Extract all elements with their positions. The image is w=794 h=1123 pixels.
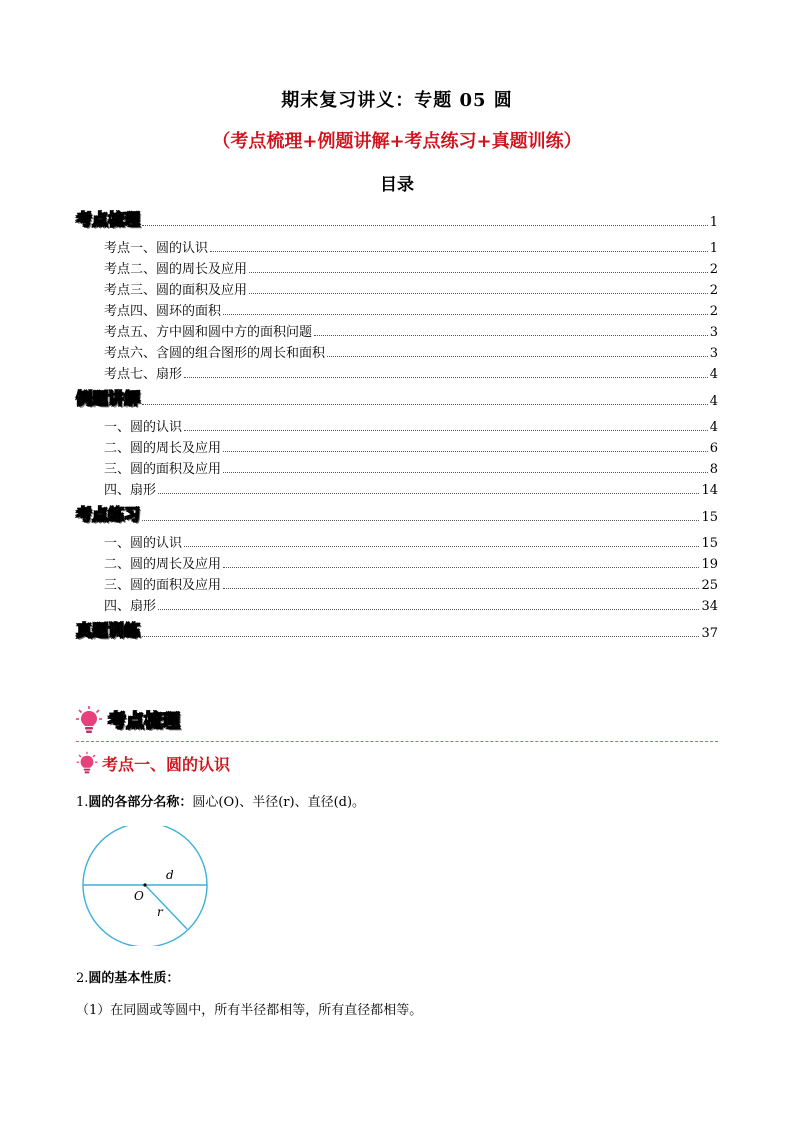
toc-page-number: 37: [701, 626, 718, 641]
toc-leader-dots: [223, 587, 699, 589]
toc-leader-dots: [314, 334, 708, 336]
toc-section-entry[interactable]: [76, 503, 718, 525]
toc-entry-label: 例题讲解: [76, 389, 141, 408]
toc-entry-label: 一、圆的认识: [104, 420, 183, 435]
toc-leader-dots: [223, 471, 708, 473]
center-label: O: [134, 889, 144, 903]
paragraph-property-1: （1）在同圆或等圆中，所有半径都相等，所有直径都相等。: [76, 1003, 423, 1018]
toc-page-number: 4: [709, 367, 718, 382]
toc-entry-label: 一、圆的认识: [104, 536, 183, 551]
toc-entry-label: 考点四、圆环的面积: [104, 304, 222, 319]
toc-heading: 目录: [380, 175, 414, 195]
circle-diagram: [80, 826, 220, 946]
toc-page-number: 2: [709, 304, 718, 319]
toc-leader-dots: [184, 545, 699, 547]
toc-entry[interactable]: [104, 455, 718, 477]
toc-entry[interactable]: [104, 360, 718, 382]
paragraph-circle-parts: [76, 791, 365, 810]
keypoint-heading: [76, 750, 230, 776]
toc-leader-dots: [158, 492, 699, 494]
toc-page-number: 19: [701, 557, 718, 572]
toc-leader-dots: [184, 429, 708, 431]
toc-entry-label: 考点梳理: [76, 210, 141, 229]
toc-entry[interactable]: [104, 571, 718, 593]
document-title: 期末复习讲义：专题 05 圆: [281, 90, 513, 111]
lightbulb-icon: [76, 705, 102, 735]
toc-entry[interactable]: [104, 276, 718, 298]
toc-entry-label: 二、圆的周长及应用: [104, 441, 222, 456]
toc-page-number: 3: [709, 346, 718, 361]
toc-section-entry[interactable]: [76, 387, 718, 409]
paragraph-text: 圆心(O)、半径(r)、直径(d)。: [192, 795, 366, 810]
toc-section-entry[interactable]: [76, 619, 718, 641]
toc-page-number: 15: [701, 510, 718, 525]
toc-entry-label: 二、圆的周长及应用: [104, 557, 222, 572]
keypoint-heading-label: 考点一、圆的认识: [102, 754, 231, 774]
toc-page-number: 2: [709, 283, 718, 298]
paragraph-number: 1.: [76, 795, 89, 810]
toc-leader-dots: [223, 313, 708, 315]
toc-entry-label: 三、圆的面积及应用: [104, 578, 222, 593]
toc-entry-label: 考点一、圆的认识: [104, 241, 209, 256]
toc-entry-label: 三、圆的面积及应用: [104, 462, 222, 477]
toc-entry[interactable]: [104, 529, 718, 551]
toc-page-number: 1: [709, 215, 718, 230]
paragraph-bold-label: 圆的基本性质：: [88, 971, 180, 986]
center-point: [143, 883, 146, 886]
toc-entry-label: 四、扇形: [104, 599, 157, 614]
paragraph-circle-properties: [76, 967, 179, 986]
toc-leader-dots: [249, 271, 708, 273]
radius-line: [145, 885, 187, 929]
toc-entry-label: 考点练习: [76, 505, 141, 524]
toc-leader-dots: [327, 355, 708, 357]
toc-page-number: 3: [709, 325, 718, 340]
toc-leader-dots: [249, 292, 708, 294]
toc-entry-label: 四、扇形: [104, 483, 157, 498]
toc-page-number: 34: [701, 599, 718, 614]
toc-page-number: 14: [701, 483, 718, 498]
toc-entry[interactable]: [104, 476, 718, 498]
toc-page-number: 4: [709, 420, 718, 435]
toc-entry-label: 考点五、方中圆和圆中方的面积问题: [104, 325, 313, 340]
toc-leader-dots: [223, 450, 708, 452]
toc-page-number: 15: [701, 536, 718, 551]
toc-entry[interactable]: [104, 234, 718, 256]
toc-page-number: 6: [709, 441, 718, 456]
toc-entry[interactable]: [104, 339, 718, 361]
toc-entry[interactable]: [104, 255, 718, 277]
toc-leader-dots: [158, 608, 699, 610]
toc-page-number: 2: [709, 262, 718, 277]
toc-entry-label: 真题训练: [76, 621, 141, 640]
section-heading-label: 考点梳理: [108, 711, 180, 732]
toc-entry-label: 考点二、圆的周长及应用: [104, 262, 248, 277]
section-heading: [76, 704, 180, 736]
toc-entry[interactable]: [104, 550, 718, 572]
toc-entry-label: 考点三、圆的面积及应用: [104, 283, 248, 298]
toc-entry[interactable]: [104, 413, 718, 435]
toc-leader-dots: [210, 250, 708, 252]
toc-leader-dots: [184, 376, 708, 378]
radius-label: r: [157, 905, 163, 919]
toc-page-number: 1: [709, 241, 718, 256]
toc-leader-dots: [223, 566, 699, 568]
toc-entry-label: 考点六、含圆的组合图形的周长和面积: [104, 346, 326, 361]
toc-entry-label: 考点七、扇形: [104, 367, 183, 382]
toc-leader-dots: [142, 224, 708, 226]
toc-leader-dots: [142, 635, 699, 637]
toc-entry[interactable]: [104, 318, 718, 340]
toc-section-entry[interactable]: [76, 208, 718, 230]
toc-leader-dots: [142, 519, 699, 521]
document-subtitle: （考点梳理+例题讲解+考点练习+真题训练）: [212, 131, 582, 152]
lightbulb-icon: [76, 751, 98, 775]
section-divider: [76, 741, 718, 742]
toc-entry[interactable]: [104, 434, 718, 456]
paragraph-bold-label: 圆的各部分名称：: [88, 795, 193, 810]
paragraph-number: 2.: [76, 971, 89, 986]
toc-entry[interactable]: [104, 592, 718, 614]
toc-leader-dots: [142, 403, 708, 405]
toc-entry[interactable]: [104, 297, 718, 319]
toc-page-number: 4: [709, 394, 718, 409]
toc-page-number: 8: [709, 462, 718, 477]
toc-page-number: 25: [701, 578, 718, 593]
diameter-label: d: [166, 868, 174, 882]
